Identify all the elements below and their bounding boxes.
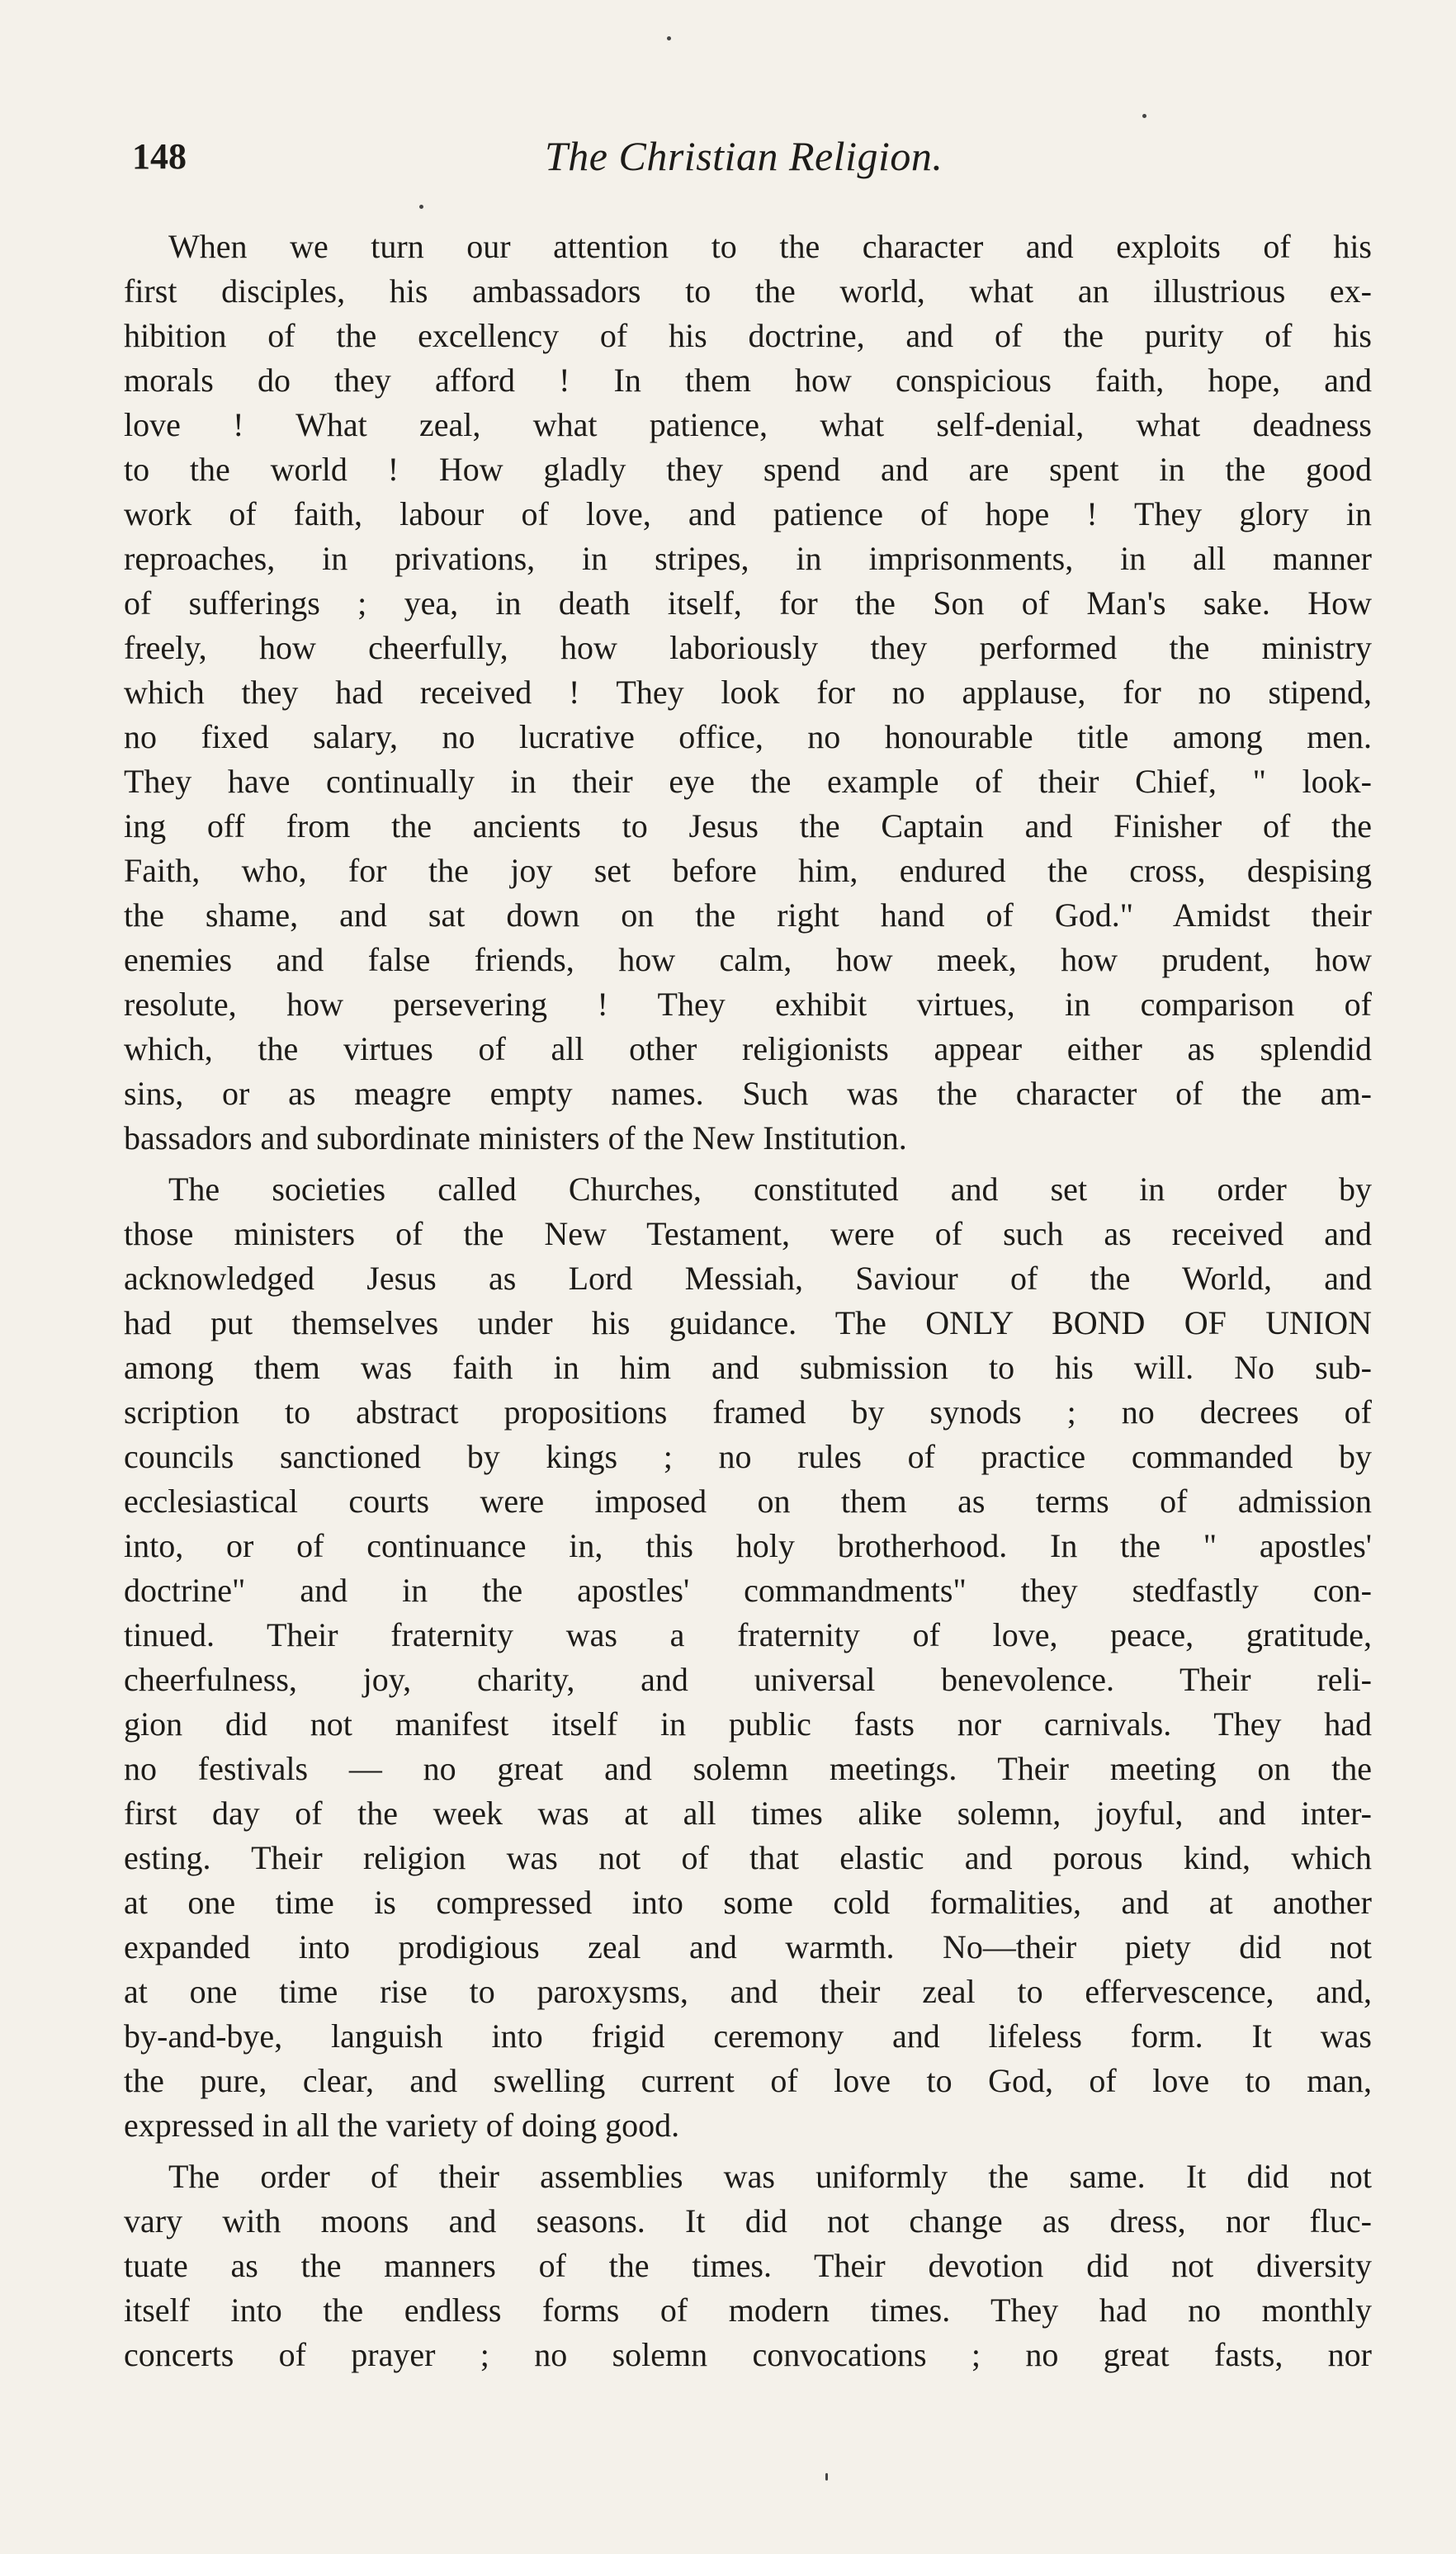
text-line: by-and-bye, languish into frigid ceremony and lifeless form. It was — [124, 2017, 1372, 2055]
text-line: no festivals — no great and solemn meetings. Their meeting on the — [124, 1750, 1372, 1787]
text-line: tuate as the manners of the times. Their devotion did not diversity — [124, 2247, 1372, 2284]
text-line: itself into the endless forms of modern times. They had no monthly — [124, 2292, 1372, 2329]
text-line: which they had received ! They look for no applause, for no stipend, — [124, 674, 1372, 711]
print-speck — [667, 36, 671, 40]
text-line: love ! What zeal, what patience, what self-denial, what deadness — [124, 406, 1372, 443]
text-line: into, or of continuance in, this holy brotherhood. In the " apostles' — [124, 1527, 1372, 1564]
text-line: at one time is compressed into some cold formalities, and at another — [124, 1884, 1372, 1921]
text-line: gion did not manifest itself in public fasts nor carnivals. They had — [124, 1705, 1372, 1743]
text-line: councils sanctioned by kings ; no rules of practice commanded by — [124, 1438, 1372, 1475]
text-line: hibition of the excellency of his doctrine, and of the purity of his — [124, 317, 1372, 354]
text-line: acknowledged Jesus as Lord Messiah, Saviour of the World, and — [124, 1260, 1372, 1297]
text-line: the pure, clear, and swelling current of love to God, of love to man, — [124, 2062, 1372, 2099]
text-line: freely, how cheerfully, how laboriously they performed the ministry — [124, 629, 1372, 666]
text-line: first disciples, his ambassadors to the world, what an illustrious ex- — [124, 272, 1372, 310]
paragraph-3 — [124, 2154, 1372, 2377]
text-line: morals do they afford ! In them how conspicious faith, hope, and — [124, 362, 1372, 399]
text-line: enemies and false friends, how calm, how meek, how prudent, how — [124, 941, 1372, 978]
print-speck — [825, 2473, 828, 2481]
text-line: had put themselves under his guidance. The ONLY BOND OF UNION — [124, 1304, 1372, 1341]
text-line: expanded into prodigious zeal and warmth. No—their piety did not — [124, 1928, 1372, 1965]
text-line: expressed in all the variety of doing good. — [124, 2107, 680, 2144]
text-line: those ministers of the New Testament, were of such as received and — [124, 1215, 1372, 1252]
text-line: reproaches, in privations, in stripes, in imprisonments, in all manner — [124, 540, 1372, 577]
text-line: at one time rise to paroxysms, and their zeal to effervescence, and, — [124, 1973, 1372, 2010]
page-header — [132, 124, 1370, 182]
text-line: sins, or as meagre empty names. Such was the character of the am- — [124, 1075, 1372, 1112]
text-line: vary with moons and seasons. It did not change as dress, nor fluc- — [124, 2202, 1372, 2239]
text-line: ecclesiastical courts were imposed on them as terms of admission — [124, 1483, 1372, 1520]
text-line: When we turn our attention to the character and exploits of his — [168, 228, 1372, 265]
text-line: among them was faith in him and submission to his will. No sub- — [124, 1349, 1372, 1386]
text-line: ing off from the ancients to Jesus the Captain and Finisher of the — [124, 807, 1372, 844]
text-line: of sufferings ; yea, in death itself, for the Son of Man's sake. How — [124, 584, 1372, 622]
text-line: cheerfulness, joy, charity, and universal benevolence. Their reli- — [124, 1661, 1372, 1698]
text-line: The societies called Churches, constituted and set in order by — [168, 1171, 1372, 1208]
text-line: to the world ! How gladly they spend and are spent in the good — [124, 451, 1372, 488]
print-speck — [419, 205, 423, 209]
text-line: work of faith, labour of love, and patience of hope ! They glory in — [124, 495, 1372, 532]
text-line: doctrine" and in the apostles' commandments" they stedfastly con- — [124, 1572, 1372, 1609]
print-speck — [1142, 114, 1146, 118]
text-line: scription to abstract propositions framed by synods ; no decrees of — [124, 1393, 1372, 1431]
page-number: 148 — [132, 136, 187, 177]
paragraph-1 — [124, 225, 1372, 1161]
text-line: They have continually in their eye the example of their Chief, " look- — [124, 763, 1372, 800]
text-line: concerts of prayer ; no solemn convocations ; no great fasts, nor — [124, 2336, 1372, 2373]
paragraph-2 — [124, 1167, 1372, 2148]
running-title: The Christian Religion. — [545, 133, 943, 179]
text-line: which, the virtues of all other religionists appear either as splendid — [124, 1030, 1372, 1067]
text-line: resolute, how persevering ! They exhibit virtues, in comparison of — [124, 986, 1372, 1023]
text-line: the shame, and sat down on the right hand of God." Amidst their — [124, 896, 1372, 934]
text-line: tinued. Their fraternity was a fraternity of love, peace, gratitude, — [124, 1616, 1372, 1653]
text-line: esting. Their religion was not of that elastic and porous kind, which — [124, 1839, 1372, 1876]
text-line: no fixed salary, no lucrative office, no honourable title among men. — [124, 718, 1372, 755]
text-line: bassadors and subordinate ministers of the New Institution. — [124, 1119, 907, 1156]
text-line: first day of the week was at all times alike solemn, joyful, and inter- — [124, 1795, 1372, 1832]
text-line: Faith, who, for the joy set before him, endured the cross, despising — [124, 852, 1372, 889]
text-line: The order of their assemblies was uniformly the same. It did not — [168, 2158, 1372, 2195]
body-text — [124, 225, 1372, 2384]
